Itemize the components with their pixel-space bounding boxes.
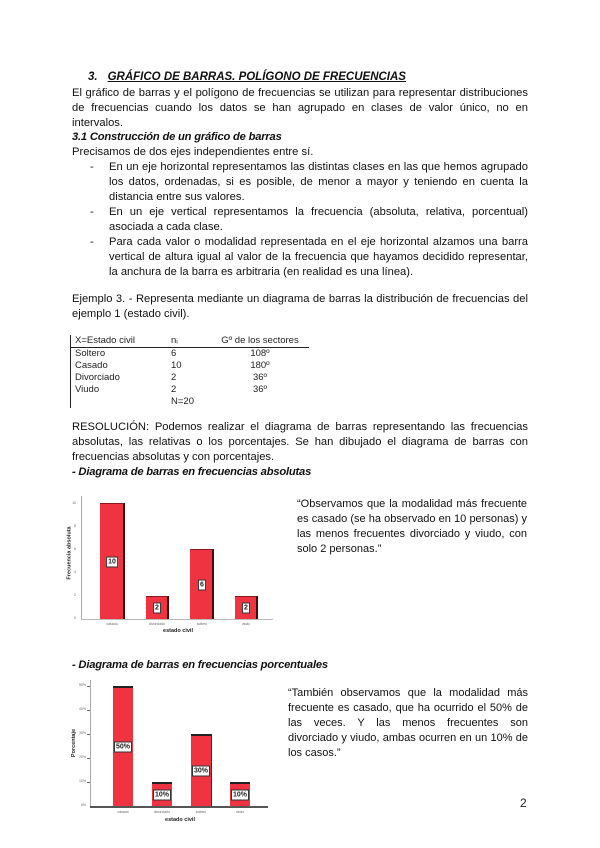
table-total-row bbox=[71, 396, 310, 408]
header-cell: Gº de los sectores bbox=[211, 335, 309, 348]
table-cell: 2 bbox=[171, 372, 177, 383]
header-cell: X=Estado civil bbox=[71, 335, 152, 348]
section-heading bbox=[88, 71, 406, 83]
y-tick: 10% bbox=[78, 779, 86, 783]
y-tick: 10 bbox=[72, 501, 76, 505]
y-axis bbox=[81, 496, 82, 620]
y-tickmark bbox=[87, 686, 90, 687]
section-number: 3. bbox=[88, 71, 98, 83]
table-cell: Viudo bbox=[71, 384, 152, 396]
table-total: N=20 bbox=[171, 396, 194, 407]
y-axis bbox=[90, 680, 91, 807]
bar-value-label: 2 bbox=[155, 604, 159, 612]
x-category-label: soltero bbox=[196, 622, 208, 626]
x-category-label: casado bbox=[106, 622, 118, 626]
frequency-table bbox=[70, 335, 309, 408]
table-cell: Casado bbox=[71, 360, 152, 372]
table-cell: 2 bbox=[171, 384, 177, 395]
table-cell: Soltero bbox=[71, 348, 152, 361]
table-cell: 180º bbox=[250, 360, 270, 371]
header-cell: nᵢ bbox=[151, 335, 211, 348]
construction-list bbox=[72, 160, 528, 280]
x-category-label: viudo bbox=[235, 810, 245, 814]
y-tick: 6 bbox=[74, 547, 76, 551]
table-row bbox=[71, 348, 310, 361]
x-category-label: viudo bbox=[241, 622, 251, 626]
absolute-chart-comment: “Observamos que la modalidad más frecuente es casado (se ha observado en 10 personas) y las menos frecuentes divorciado y viudo, con solo 2 personas.” bbox=[297, 498, 527, 555]
subsection-lead: Precisamos de dos ejes independientes entre sí. bbox=[72, 146, 314, 158]
y-tick: 20% bbox=[78, 755, 86, 759]
table-cell bbox=[71, 396, 152, 408]
y-tick: 30% bbox=[78, 731, 86, 735]
y-tick: 8 bbox=[74, 524, 76, 528]
table-cell: 10 bbox=[171, 360, 182, 371]
page-number: 2 bbox=[520, 796, 527, 810]
table-cell bbox=[211, 396, 309, 408]
example-text: Ejemplo 3. - Representa mediante un diagrama de barras la distribución de frecuencias del ejemplo 1 (estado civil). bbox=[72, 293, 528, 320]
percent-chart-comment: “También observamos que la modalidad más frecuente es casado, que ha ocurrido el 50% de las veces. Y las menos frecuentes son divorciado y viudo, ambas ocurren en un 10% de los casos.” bbox=[288, 687, 528, 759]
bar-value-label: 6 bbox=[200, 581, 204, 589]
y-tickmark bbox=[87, 758, 90, 759]
x-category-label: casado bbox=[117, 810, 129, 814]
list-item: - En un eje vertical representamos la frecuencia (absoluta, relativa, porcentual) asociada a cada clase. bbox=[72, 205, 528, 235]
table-cell: 6 bbox=[171, 348, 177, 359]
list-item: - Para cada valor o modalidad representada en el eje horizontal alzamos una barra vertical de altura igual al valor de la frecuencia que hayamos decidido representar, la anchura de la barra es arbitraria (en realidad es una línea). bbox=[72, 235, 528, 280]
y-tick: 4 bbox=[74, 570, 76, 574]
absolute-frequency-chart bbox=[62, 490, 280, 635]
table-row bbox=[71, 384, 310, 396]
bar-value-label: 50% bbox=[115, 743, 131, 751]
table-header-row bbox=[71, 335, 310, 348]
y-tick: 50% bbox=[78, 683, 86, 687]
y-tickmark bbox=[87, 710, 90, 711]
x-axis bbox=[90, 806, 268, 808]
bar-value-label: 10% bbox=[232, 791, 248, 799]
y-tick: 2 bbox=[74, 593, 76, 597]
table-row bbox=[71, 360, 310, 372]
x-category-label: divorciado bbox=[154, 810, 170, 814]
bar-value-label: 30% bbox=[193, 767, 209, 775]
x-category-label: divorciado bbox=[149, 622, 165, 626]
list-item: - En un eje horizontal representamos las distintas clases en las que hemos agrupado los datos, ordenadas, si es posible, de menor a mayor y teniendo en cuenta la distancia entre sus valores. bbox=[72, 160, 528, 205]
bar-value-label: 10% bbox=[154, 791, 170, 799]
table-cell: 108º bbox=[250, 348, 270, 359]
y-tick: 40% bbox=[78, 707, 86, 711]
percentage-chart bbox=[62, 676, 280, 831]
y-tickmark bbox=[87, 782, 90, 783]
section-title: GRÁFICO DE BARRAS. POLÍGONO DE FRECUENCIAS bbox=[107, 71, 406, 83]
x-axis-title: estado civil bbox=[165, 817, 195, 823]
bar-value-label: 10 bbox=[108, 558, 116, 566]
absolute-chart-heading: - Diagrama de barras en frecuencias absolutas bbox=[72, 466, 312, 478]
table-cell: 36º bbox=[252, 372, 268, 383]
subsection-title: 3.1 Construcción de un gráfico de barras bbox=[72, 131, 282, 143]
y-tick: 0% bbox=[80, 803, 86, 807]
x-axis bbox=[81, 619, 273, 620]
percent-chart-heading: - Diagrama de barras en frecuencias porcentuales bbox=[72, 659, 328, 671]
x-axis-title: estado civil bbox=[163, 628, 193, 634]
x-category-label: soltero bbox=[195, 810, 207, 814]
y-axis-title: Porcentaje bbox=[71, 728, 77, 758]
table-row bbox=[71, 372, 310, 384]
table-cell: 36º bbox=[252, 384, 268, 395]
y-tick: 0 bbox=[74, 616, 76, 620]
intro-paragraph: El gráfico de barras y el polígono de frecuencias se utilizan para representar distribuciones de frecuencias cuando los datos se han agrupado en clases de valor único, no en intervalos. bbox=[72, 87, 528, 129]
table-cell: Divorciado bbox=[71, 372, 152, 384]
y-tickmark bbox=[87, 734, 90, 735]
bar-value-label: 2 bbox=[244, 604, 248, 612]
y-axis-title: Frecuencia absoluta bbox=[66, 526, 73, 580]
resolution-text: RESOLUCIÓN: Podemos realizar el diagrama de barras representando las frecuencias absolutas, las relativas o los porcentajes. Se han dibujado el diagrama de barras con frecuencias absolutas y con porcentajes. bbox=[72, 421, 528, 463]
